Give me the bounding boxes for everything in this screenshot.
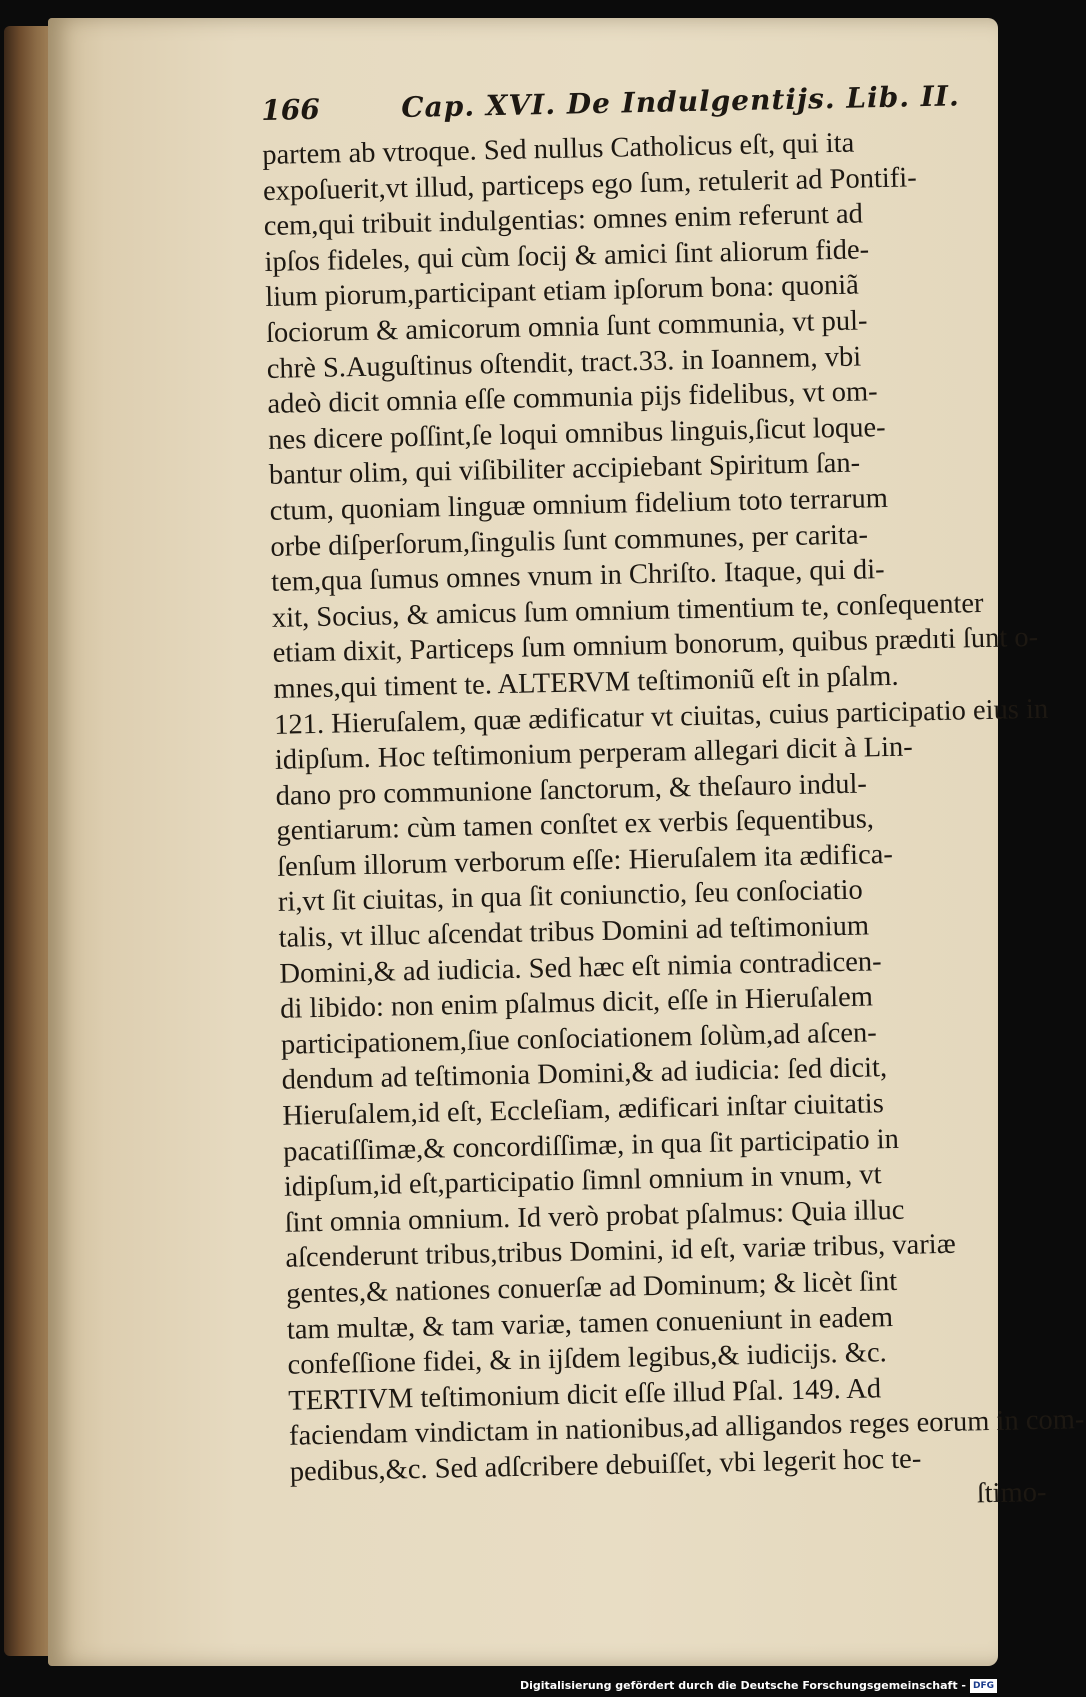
text-line: aſcenderunt tribus,tribus Domini, id eſt, variæ tribus, variæ — [285, 1229, 957, 1275]
text-line: nes dicere poſſint,ſe loqui omnibus linguis,ſicut loque- — [267, 411, 886, 456]
text-line: TERTIVM teſtimonium dicit eſſe illud Pſal. 149. Ad — [288, 1373, 882, 1417]
text-line: xit, Socius, & amicus ſum omnium timentium te, conſequenter — [271, 587, 984, 634]
book-page — [48, 18, 1085, 1666]
text-line: talis, vt illuc aſcendat tribus Domini ad teſtimonium — [278, 910, 870, 954]
text-line: ri,vt ſit ciuitas, in qua ſit coniunctio, ſeu conſociatio — [277, 875, 864, 919]
text-line: Hieruſalem,id eſt, Eccleſiam, ædificari inſtar ciuitatis — [282, 1088, 885, 1132]
funding-credit: Digitalisierung gefördert durch die Deutsche Forschungsgemeinschaft - — [519, 1679, 966, 1692]
text-line: orbe diſperſorum,ſingulis ſunt communes, per carita- — [270, 518, 869, 563]
text-line: ſociorum & amicorum omnia ſunt communia, vt pul- — [265, 305, 868, 349]
text-line: ſenſum illorum verborum eſſe: Hieruſalem ita ædifica- — [276, 838, 894, 883]
dfg-logo: DFG — [970, 1679, 997, 1693]
text-line: idipſum. Hoc teſtimonium perperam allegari dicit à Lin- — [274, 731, 914, 776]
text-line: confeſſione fidei, & in ijſdem legibus,& iudicijs. &c. — [287, 1337, 888, 1381]
text-line: Domini,& ad iudicia. Sed hæc eſt nimia contradicen- — [279, 945, 882, 990]
text-line: lium piorum,participant etiam ipſorum bona: quoniã — [264, 269, 860, 314]
text-line: tam multæ, & tam variæ, tamen conueniunt in eadem — [286, 1301, 894, 1346]
text-line: ſint omnia omnium. Id verò probat pſalmus: Quia illuc — [284, 1194, 905, 1239]
text-line: expoſuerit,vt illud, particeps ego ſum, retulerit ad Pontifi- — [262, 161, 917, 207]
text-line: dano pro communione ſanctorum, & theſauro indul- — [275, 768, 868, 812]
text-line: faciendam vindictam in nationibus,ad alligandos reges eorum in com- — [288, 1404, 1085, 1453]
text-line: ctum, quoniam linguæ omnium fidelium toto terrarum — [269, 482, 889, 527]
text-block — [261, 78, 1085, 1526]
text-line: gentiarum: cùm tamen conſtet ex verbis ſequentibus, — [276, 803, 875, 848]
footer-bar — [0, 1676, 1000, 1697]
text-line: 121. Hieruſalem, quæ ædificatur vt ciuitas, cuius participatio eius in — [273, 693, 1049, 741]
page-number: 166 — [261, 92, 321, 127]
text-line: bantur olim, qui viſibiliter accipiebant Spiritum ſan- — [268, 447, 861, 492]
text-line: participationem,ſiue conſociationem ſolùm,ad aſcen- — [280, 1017, 878, 1061]
text-line: cem,qui tribuit indulgentias: omnes enim referunt ad — [263, 198, 864, 243]
text-line: idipſum,id eſt,participatio ſimnl omnium in vnum, vt — [283, 1159, 882, 1203]
text-line: etiam dixit, Particeps ſum omnium bonorum, quibus prædıti ſunt o- — [272, 622, 1039, 670]
catchword: ſtimo- — [976, 1476, 1047, 1509]
text-line: tem,qua ſumus omnes vnum in Chriſto. Itaque, qui di- — [270, 554, 885, 599]
text-line: pedibus,&c. Sed adſcribere debuiſſet, vbi legerit hoc te- — [289, 1443, 922, 1488]
text-line: pacatiſſimæ,& concordiſſimæ, in qua ſit participatio in — [282, 1123, 900, 1168]
text-line: adeò dicit omnia eſſe communia pijs fidelibus, vt om- — [267, 376, 878, 421]
text-line: chrè S.Auguſtinus oſtendit, tract.33. in Ioannem, vbi — [266, 341, 862, 385]
text-line: mnes,qui timent te. ALTERVM teſtimoniũ eſt in pſalm. — [273, 660, 899, 705]
text-line: gentes,& nationes conuerſæ ad Dominum; & licèt ſint — [285, 1265, 898, 1310]
text-line: di libido: non enim pſalmus dicit, eſſe in Hieruſalem — [279, 981, 874, 1026]
text-line: partem ab vtroque. Sed nullus Catholicus eſt, qui ita — [261, 127, 855, 171]
text-line: ipſos fideles, qui cùm ſocij & amici ſint aliorum fide- — [264, 234, 870, 278]
text-line: dendum ad teſtimonia Domini,& ad iudicia: ſed dicit, — [281, 1052, 888, 1097]
running-title: Cap. XVI. De Indulgentijs. Lib. II. — [400, 79, 961, 125]
